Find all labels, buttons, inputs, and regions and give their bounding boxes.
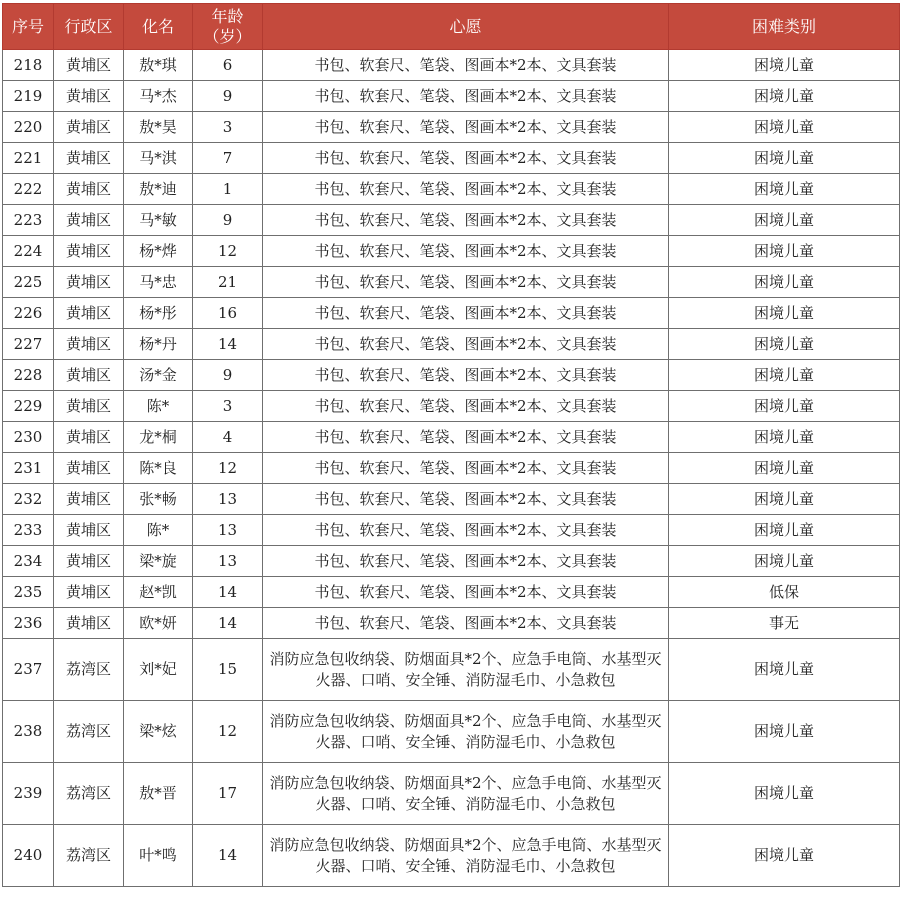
- cell-serial-number: 223: [3, 205, 54, 236]
- cell-serial-number: 221: [3, 143, 54, 174]
- cell-district: 荔湾区: [54, 639, 124, 701]
- cell-district: 黄埔区: [54, 546, 124, 577]
- table-row: [3, 639, 900, 701]
- cell-district: 黄埔区: [54, 329, 124, 360]
- table-row: [3, 546, 900, 577]
- cell-age: 14: [193, 577, 263, 608]
- cell-alias: 马*杰: [124, 81, 193, 112]
- header-row: [3, 4, 900, 50]
- cell-category: 困境儿童: [669, 763, 900, 825]
- table-row: [3, 329, 900, 360]
- cell-category: 困境儿童: [669, 81, 900, 112]
- header-age: [193, 4, 263, 50]
- cell-district: 黄埔区: [54, 143, 124, 174]
- cell-wish: 消防应急包收纳袋、防烟面具*2个、应急手电筒、水基型灭火器、口哨、安全锤、消防湿毛巾、小急救包: [263, 763, 669, 825]
- table-row: [3, 236, 900, 267]
- cell-age: 12: [193, 236, 263, 267]
- cell-district: 黄埔区: [54, 577, 124, 608]
- cell-alias: 梁*旋: [124, 546, 193, 577]
- cell-alias: 龙*桐: [124, 422, 193, 453]
- header-wish: 心愿: [263, 4, 669, 50]
- cell-wish: 书包、软套尺、笔袋、图画本*2本、文具套装: [263, 236, 669, 267]
- cell-alias: 敖*琪: [124, 50, 193, 81]
- cell-age: 3: [193, 391, 263, 422]
- cell-alias: 杨*彤: [124, 298, 193, 329]
- cell-age: 14: [193, 608, 263, 639]
- cell-category: 困境儿童: [669, 50, 900, 81]
- cell-district: 黄埔区: [54, 608, 124, 639]
- cell-wish: 书包、软套尺、笔袋、图画本*2本、文具套装: [263, 205, 669, 236]
- cell-wish: 书包、软套尺、笔袋、图画本*2本、文具套装: [263, 174, 669, 205]
- cell-serial-number: 218: [3, 50, 54, 81]
- cell-serial-number: 228: [3, 360, 54, 391]
- cell-age: 9: [193, 360, 263, 391]
- wish-list-table-container: [2, 3, 902, 887]
- cell-category: 困境儿童: [669, 174, 900, 205]
- cell-serial-number: 238: [3, 701, 54, 763]
- cell-serial-number: 234: [3, 546, 54, 577]
- cell-age: 21: [193, 267, 263, 298]
- cell-alias: 敖*晋: [124, 763, 193, 825]
- cell-wish: 书包、软套尺、笔袋、图画本*2本、文具套装: [263, 81, 669, 112]
- cell-alias: 马*忠: [124, 267, 193, 298]
- cell-district: 荔湾区: [54, 825, 124, 887]
- cell-category: 困境儿童: [669, 639, 900, 701]
- cell-category: 困境儿童: [669, 701, 900, 763]
- cell-wish: 书包、软套尺、笔袋、图画本*2本、文具套装: [263, 391, 669, 422]
- cell-district: 黄埔区: [54, 81, 124, 112]
- table-body: [3, 50, 900, 887]
- cell-category: 低保: [669, 577, 900, 608]
- table-row: [3, 112, 900, 143]
- cell-alias: 叶*鸣: [124, 825, 193, 887]
- table-row: [3, 484, 900, 515]
- cell-age: 14: [193, 825, 263, 887]
- cell-wish: 书包、软套尺、笔袋、图画本*2本、文具套装: [263, 143, 669, 174]
- cell-category: 困境儿童: [669, 484, 900, 515]
- table-row: [3, 577, 900, 608]
- cell-serial-number: 222: [3, 174, 54, 205]
- cell-age: 9: [193, 205, 263, 236]
- cell-district: 黄埔区: [54, 391, 124, 422]
- cell-age: 7: [193, 143, 263, 174]
- cell-serial-number: 237: [3, 639, 54, 701]
- cell-district: 荔湾区: [54, 701, 124, 763]
- cell-district: 黄埔区: [54, 236, 124, 267]
- cell-alias: 梁*炫: [124, 701, 193, 763]
- cell-serial-number: 231: [3, 453, 54, 484]
- cell-age: 12: [193, 701, 263, 763]
- cell-serial-number: 235: [3, 577, 54, 608]
- cell-wish: 书包、软套尺、笔袋、图画本*2本、文具套装: [263, 329, 669, 360]
- cell-alias: 张*畅: [124, 484, 193, 515]
- cell-district: 黄埔区: [54, 205, 124, 236]
- cell-category: 困境儿童: [669, 112, 900, 143]
- cell-category: 困境儿童: [669, 267, 900, 298]
- cell-category: 困境儿童: [669, 298, 900, 329]
- cell-wish: 书包、软套尺、笔袋、图画本*2本、文具套装: [263, 360, 669, 391]
- cell-age: 13: [193, 484, 263, 515]
- cell-category: 困境儿童: [669, 329, 900, 360]
- cell-serial-number: 229: [3, 391, 54, 422]
- cell-wish: 消防应急包收纳袋、防烟面具*2个、应急手电筒、水基型灭火器、口哨、安全锤、消防湿毛巾、小急救包: [263, 701, 669, 763]
- cell-district: 黄埔区: [54, 267, 124, 298]
- cell-wish: 消防应急包收纳袋、防烟面具*2个、应急手电筒、水基型灭火器、口哨、安全锤、消防湿毛巾、小急救包: [263, 825, 669, 887]
- table-row: [3, 701, 900, 763]
- cell-category: 困境儿童: [669, 422, 900, 453]
- cell-district: 黄埔区: [54, 174, 124, 205]
- cell-alias: 陈*: [124, 515, 193, 546]
- cell-alias: 马*敏: [124, 205, 193, 236]
- cell-age: 14: [193, 329, 263, 360]
- table-row: [3, 391, 900, 422]
- cell-alias: 敖*迪: [124, 174, 193, 205]
- header-category: 困难类别: [669, 4, 900, 50]
- cell-wish: 书包、软套尺、笔袋、图画本*2本、文具套装: [263, 546, 669, 577]
- cell-wish: 书包、软套尺、笔袋、图画本*2本、文具套装: [263, 484, 669, 515]
- cell-age: 13: [193, 515, 263, 546]
- header-age-line1: 年龄: [211, 6, 244, 26]
- table-row: [3, 453, 900, 484]
- cell-serial-number: 236: [3, 608, 54, 639]
- cell-category: 困境儿童: [669, 453, 900, 484]
- cell-alias: 杨*丹: [124, 329, 193, 360]
- cell-category: 事无: [669, 608, 900, 639]
- cell-district: 黄埔区: [54, 422, 124, 453]
- cell-alias: 敖*昊: [124, 112, 193, 143]
- cell-age: 12: [193, 453, 263, 484]
- cell-district: 黄埔区: [54, 515, 124, 546]
- cell-serial-number: 220: [3, 112, 54, 143]
- cell-age: 3: [193, 112, 263, 143]
- table-row: [3, 515, 900, 546]
- cell-age: 13: [193, 546, 263, 577]
- cell-wish: 消防应急包收纳袋、防烟面具*2个、应急手电筒、水基型灭火器、口哨、安全锤、消防湿毛巾、小急救包: [263, 639, 669, 701]
- cell-serial-number: 239: [3, 763, 54, 825]
- cell-district: 黄埔区: [54, 298, 124, 329]
- table-row: [3, 205, 900, 236]
- cell-age: 1: [193, 174, 263, 205]
- cell-category: 困境儿童: [669, 236, 900, 267]
- header-age-line2: （岁）: [203, 26, 252, 46]
- table-header: [3, 4, 900, 50]
- table-row: [3, 422, 900, 453]
- cell-age: 16: [193, 298, 263, 329]
- cell-serial-number: 232: [3, 484, 54, 515]
- cell-wish: 书包、软套尺、笔袋、图画本*2本、文具套装: [263, 515, 669, 546]
- cell-district: 黄埔区: [54, 453, 124, 484]
- header-serial-number: 序号: [3, 4, 54, 50]
- cell-category: 困境儿童: [669, 205, 900, 236]
- cell-alias: 刘*妃: [124, 639, 193, 701]
- cell-alias: 马*淇: [124, 143, 193, 174]
- cell-district: 荔湾区: [54, 763, 124, 825]
- cell-wish: 书包、软套尺、笔袋、图画本*2本、文具套装: [263, 577, 669, 608]
- cell-serial-number: 233: [3, 515, 54, 546]
- cell-alias: 汤*金: [124, 360, 193, 391]
- wish-list-table: [2, 3, 900, 887]
- cell-alias: 陈*良: [124, 453, 193, 484]
- table-row: [3, 360, 900, 391]
- table-row: [3, 174, 900, 205]
- cell-alias: 陈*: [124, 391, 193, 422]
- cell-wish: 书包、软套尺、笔袋、图画本*2本、文具套装: [263, 422, 669, 453]
- cell-alias: 赵*凯: [124, 577, 193, 608]
- table-row: [3, 825, 900, 887]
- cell-wish: 书包、软套尺、笔袋、图画本*2本、文具套装: [263, 267, 669, 298]
- header-district: 行政区: [54, 4, 124, 50]
- cell-age: 4: [193, 422, 263, 453]
- cell-serial-number: 224: [3, 236, 54, 267]
- cell-district: 黄埔区: [54, 360, 124, 391]
- header-alias: 化名: [124, 4, 193, 50]
- table-row: [3, 267, 900, 298]
- cell-category: 困境儿童: [669, 546, 900, 577]
- cell-wish: 书包、软套尺、笔袋、图画本*2本、文具套装: [263, 112, 669, 143]
- cell-wish: 书包、软套尺、笔袋、图画本*2本、文具套装: [263, 298, 669, 329]
- table-row: [3, 763, 900, 825]
- table-row: [3, 81, 900, 112]
- cell-district: 黄埔区: [54, 50, 124, 81]
- cell-wish: 书包、软套尺、笔袋、图画本*2本、文具套装: [263, 50, 669, 81]
- table-row: [3, 608, 900, 639]
- cell-serial-number: 230: [3, 422, 54, 453]
- cell-age: 15: [193, 639, 263, 701]
- table-row: [3, 50, 900, 81]
- cell-age: 17: [193, 763, 263, 825]
- cell-wish: 书包、软套尺、笔袋、图画本*2本、文具套装: [263, 608, 669, 639]
- cell-serial-number: 226: [3, 298, 54, 329]
- cell-category: 困境儿童: [669, 515, 900, 546]
- cell-district: 黄埔区: [54, 484, 124, 515]
- table-row: [3, 143, 900, 174]
- cell-serial-number: 240: [3, 825, 54, 887]
- cell-serial-number: 219: [3, 81, 54, 112]
- cell-age: 6: [193, 50, 263, 81]
- cell-category: 困境儿童: [669, 360, 900, 391]
- cell-serial-number: 227: [3, 329, 54, 360]
- cell-alias: 欧*妍: [124, 608, 193, 639]
- cell-category: 困境儿童: [669, 143, 900, 174]
- cell-alias: 杨*烨: [124, 236, 193, 267]
- cell-district: 黄埔区: [54, 112, 124, 143]
- cell-wish: 书包、软套尺、笔袋、图画本*2本、文具套装: [263, 453, 669, 484]
- cell-category: 困境儿童: [669, 825, 900, 887]
- cell-category: 困境儿童: [669, 391, 900, 422]
- cell-serial-number: 225: [3, 267, 54, 298]
- table-row: [3, 298, 900, 329]
- cell-age: 9: [193, 81, 263, 112]
